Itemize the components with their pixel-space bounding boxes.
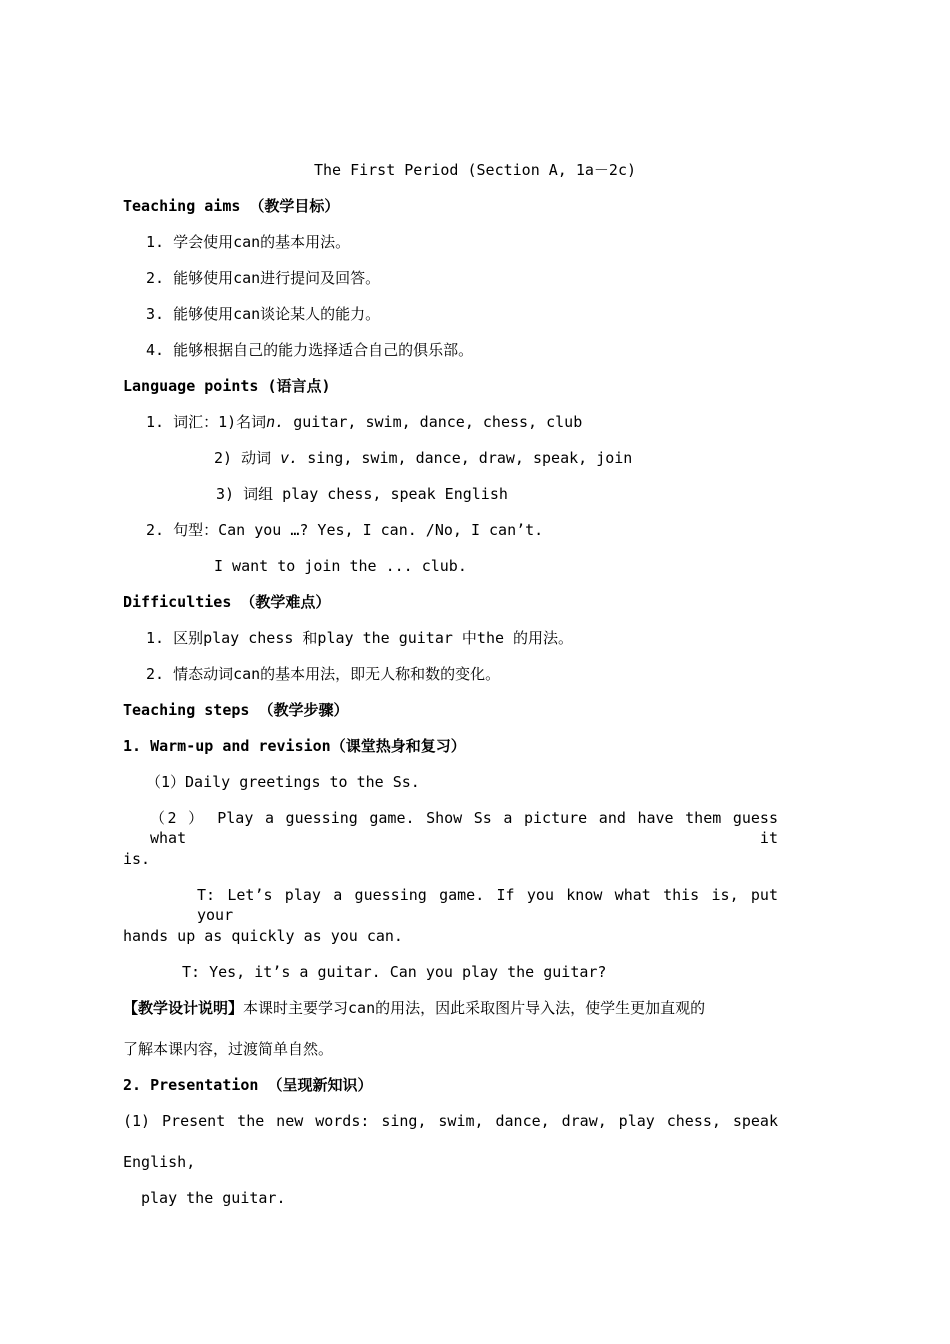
sentence-pattern-2: I want to join the ... club. <box>214 557 467 575</box>
vocab-prefix: 1. 词汇：1)名词 <box>146 413 267 431</box>
design-note <box>123 998 705 1018</box>
difficulty-item-1: 1. 区别play chess 和play the guitar 中the 的用法。 <box>146 629 574 647</box>
aim-item-4: 4. 能够根据自己的能力选择适合自己的俱乐部。 <box>146 341 474 359</box>
presentation-heading: 2. Presentation （呈现新知识） <box>123 1076 373 1094</box>
vocab-pos-noun: n. <box>266 413 285 431</box>
warmup-step-2: （2 ） Play a guessing game. Show Ss a picture and have them guess what it <box>150 809 778 847</box>
aim-item-3: 3. 能够使用can谈论某人的能力。 <box>146 305 381 323</box>
present-new-words-cont: English, <box>123 1153 196 1171</box>
vocab-prefix-2: 2) 动词 <box>214 449 272 467</box>
vocab-line-1 <box>146 412 582 432</box>
teacher-line-1: T: Let’s play a guessing game. If you know what this is, put your <box>197 886 778 924</box>
teaching-steps-heading: Teaching steps （教学步骤） <box>123 701 349 719</box>
vocab-line-2 <box>214 448 632 468</box>
warmup-heading: 1. Warm-up and revision（课堂热身和复习） <box>123 737 466 755</box>
present-new-words-cont-2: play the guitar. <box>141 1189 286 1207</box>
difficulty-item-2: 2. 情态动词can的基本用法，即无人称和数的变化。 <box>146 665 501 683</box>
warmup-step-1: （1）Daily greetings to the Ss. <box>146 773 420 791</box>
warmup-step-2-cont: is. <box>123 850 151 868</box>
vocab-line-3: 3) 词组 play chess, speak English <box>216 485 508 503</box>
page-title: The First Period (Section A, 1a－2c) <box>313 161 637 179</box>
teaching-aims-heading: Teaching aims （教学目标） <box>123 197 340 215</box>
design-note-cont: 了解本课内容，过渡简单自然。 <box>123 1040 334 1058</box>
vocab-pos-verb: v. <box>280 449 299 467</box>
teacher-line-1-cont: hands up as quickly as you can. <box>123 927 403 945</box>
present-new-words: (1) Present the new words: sing, swim, dance, draw, play chess, speak <box>123 1112 778 1130</box>
design-note-label: 【教学设计说明】 <box>123 999 244 1017</box>
sentence-pattern-1: 2. 句型：Can you …? Yes, I can. /No, I can’t. <box>146 521 544 539</box>
vocab-words-verbs: sing, swim, dance, draw, speak, join <box>298 449 633 467</box>
language-points-heading: Language points (语言点) <box>123 377 331 395</box>
design-note-text: 本课时主要学习can的用法，因此采取图片导入法，使学生更加直观的 <box>243 999 706 1017</box>
aim-item-1: 1. 学会使用can的基本用法。 <box>146 233 351 251</box>
aim-item-2: 2. 能够使用can进行提问及回答。 <box>146 269 381 287</box>
teacher-line-2: T: Yes, it’s a guitar. Can you play the guitar? <box>182 963 607 981</box>
difficulties-heading: Difficulties （教学难点） <box>123 593 331 611</box>
vocab-words-nouns: guitar, swim, dance, chess, club <box>284 413 583 431</box>
